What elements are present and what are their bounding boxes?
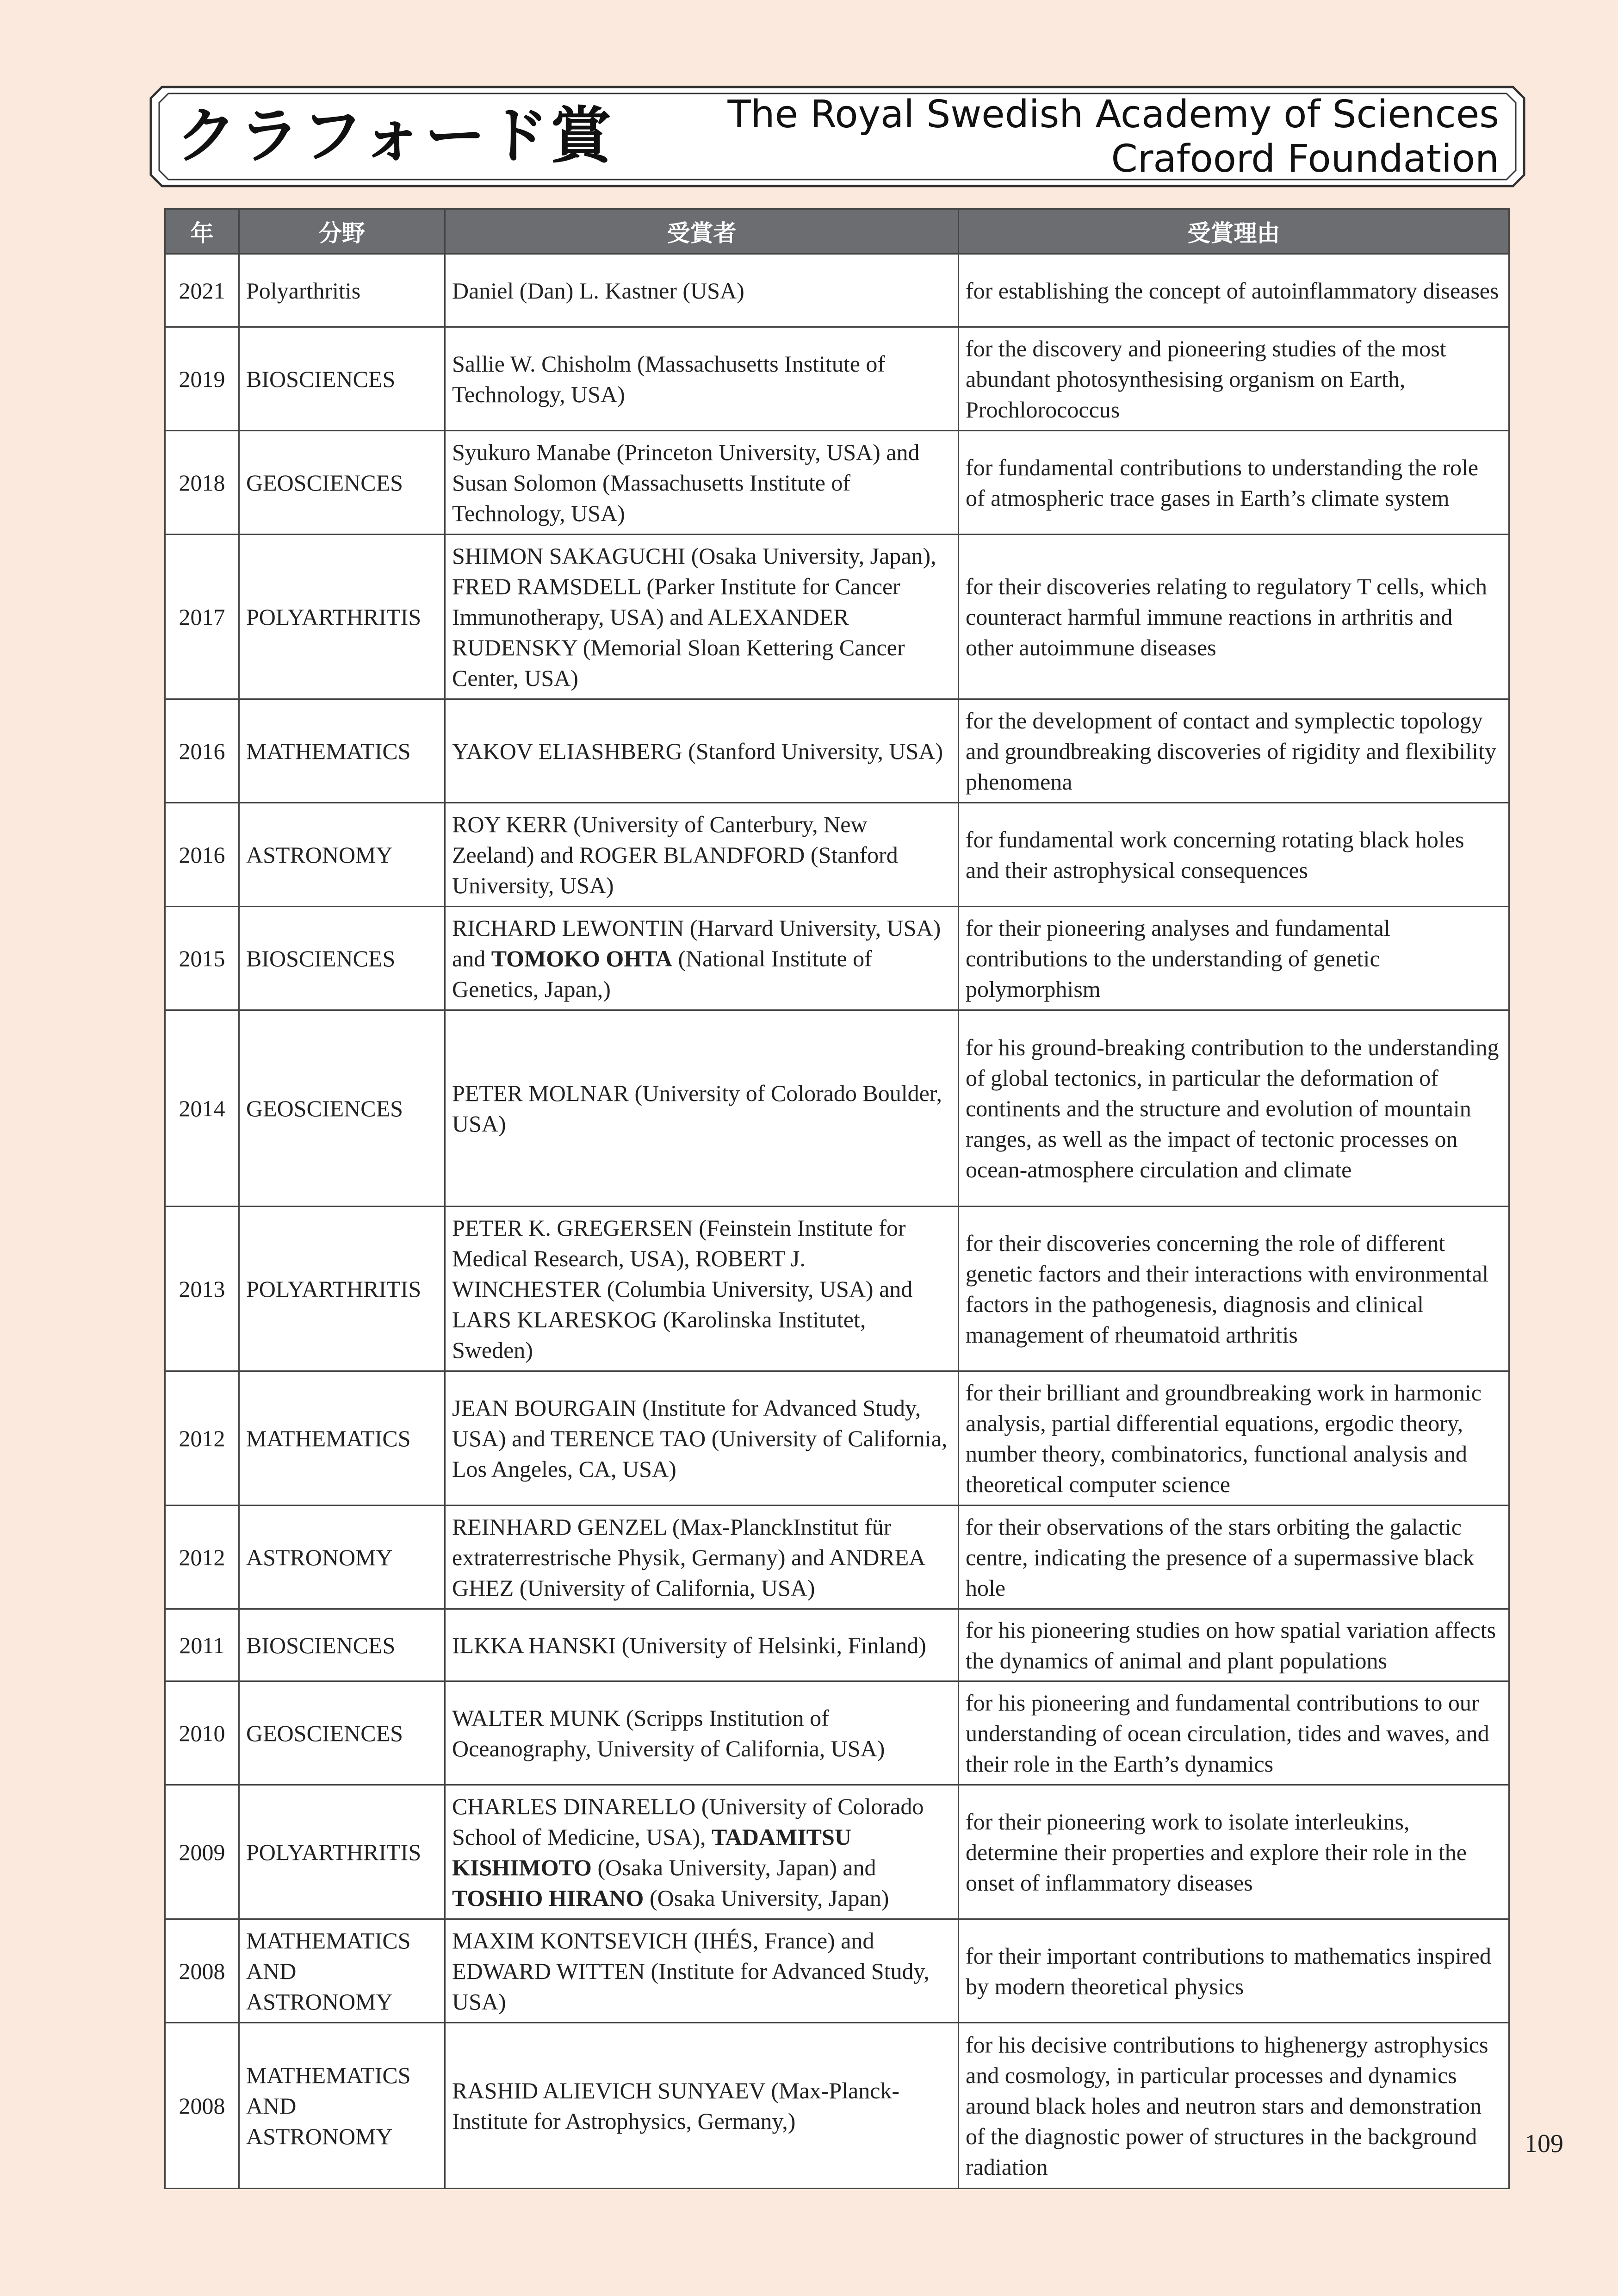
cell-laureates: Sallie W. Chisholm (Massachusetts Institute of Technology, USA) (445, 327, 959, 431)
cell-year: 2018 (165, 431, 239, 535)
cell-year: 2012 (165, 1506, 239, 1609)
cell-laureates: ROY KERR (University of Canterbury, New Zeeland) and ROGER BLANDFORD (Stanford University, USA) (445, 803, 959, 907)
table-header-row (165, 209, 1509, 254)
cell-reason: for fundamental contributions to understanding the role of atmospheric trace gases in Earth’s climate system (959, 431, 1509, 535)
cell-reason: for the discovery and pioneering studies of the most abundant photosynthesising organism on Earth, Prochlorococcus (959, 327, 1509, 431)
cell-field: MATHEMATICS (239, 1371, 445, 1506)
table-row (165, 1506, 1509, 1609)
cell-laureates: MAXIM KONTSEVICH (IHÉS, France) and EDWARD WITTEN (Institute for Advanced Study, USA) (445, 1919, 959, 2023)
cell-reason: for his pioneering studies on how spatial variation affects the dynamics of animal and plant populations (959, 1609, 1509, 1681)
cell-reason: for his ground-breaking contribution to the understanding of global tectonics, in particular the deformation of continents and the structure and evolution of mountain ranges, as well as the impact of tectonic processes on ocean-atmosphere circulation and climate (959, 1010, 1509, 1207)
cell-year: 2016 (165, 699, 239, 803)
cell-reason: for fundamental work concerning rotating black holes and their astrophysical consequences (959, 803, 1509, 907)
cell-field: POLYARTHRITIS (239, 1785, 445, 1919)
table-row (165, 1207, 1509, 1371)
cell-field: MATHEMATICS AND ASTRONOMY (239, 2023, 445, 2189)
cell-laureates: WALTER MUNK (Scripps Institution of Oceanography, University of California, USA) (445, 1681, 959, 1785)
page-title-en (728, 93, 1499, 181)
cell-reason: for their brilliant and groundbreaking work in harmonic analysis, partial differential equations, ergodic theory, number theory, combinatorics, functional analysis and theoretical computer science (959, 1371, 1509, 1506)
cell-field: ASTRONOMY (239, 803, 445, 907)
laureates-text: (Osaka University, Japan) (644, 1885, 889, 1911)
cell-field: Polyarthritis (239, 254, 445, 327)
page-title-jp: クラフォード賞 (176, 100, 614, 172)
cell-reason: for his pioneering and fundamental contributions to our understanding of ocean circulation, tides and waves, and their role in the Earth’s dynamics (959, 1681, 1509, 1785)
cell-laureates: SHIMON SAKAGUCHI (Osaka University, Japan), FRED RAMSDELL (Parker Institute for Cancer Immunotherapy, USA) and ALEXANDER RUDENSKY (Memorial Sloan Kettering Cancer Center, USA) (445, 535, 959, 699)
cell-reason: for their observations of the stars orbiting the galactic centre, indicating the presence of a supermassive black hole (959, 1506, 1509, 1609)
title-en-line1: The Royal Swedish Academy of Sciences (727, 93, 1499, 137)
table-row (165, 907, 1509, 1010)
col-header-laureates: 受賞者 (445, 209, 959, 254)
col-header-year: 年 (165, 209, 239, 254)
laureates-text: CHARLES DINARELLO (University of Colorado School of Medicine, USA), (452, 1793, 924, 1850)
table-row (165, 699, 1509, 803)
laureate-highlight: TADAMITSU KISHIMOTO (452, 1823, 851, 1880)
laureates-text: (National Institute of Genetics, Japan,) (452, 945, 872, 1002)
cell-reason: for their pioneering work to isolate interleukins, determine their properties and explore their role in the onset of inflammatory diseases (959, 1785, 1509, 1919)
table-row (165, 1010, 1509, 1207)
cell-laureates: RASHID ALIEVICH SUNYAEV (Max-Planck-Institute for Astrophysics, Germany,) (445, 2023, 959, 2189)
cell-year: 2009 (165, 1785, 239, 1919)
cell-reason: for his decisive contributions to highenergy astrophysics and cosmology, in particular processes and dynamics around black holes and neutron stars and demonstration of the diagnostic power of structures in the background radiation (959, 2023, 1509, 2189)
page-number: 109 (1525, 2129, 1563, 2158)
table-row (165, 327, 1509, 431)
table-row (165, 803, 1509, 907)
cell-field: MATHEMATICS (239, 699, 445, 803)
table-row (165, 1681, 1509, 1785)
cell-laureates: JEAN BOURGAIN (Institute for Advanced Study, USA) and TERENCE TAO (University of California, Los Angeles, CA, USA) (445, 1371, 959, 1506)
cell-reason: for their discoveries relating to regulatory T cells, which counteract harmful immune reactions in arthritis and other autoimmune diseases (959, 535, 1509, 699)
laureates-text: RICHARD LEWONTIN (Harvard University, USA) and (452, 915, 941, 971)
cell-laureates: ILKKA HANSKI (University of Helsinki, Finland) (445, 1609, 959, 1681)
cell-year: 2021 (165, 254, 239, 327)
cell-field: POLYARTHRITIS (239, 535, 445, 699)
table-row (165, 1785, 1509, 1919)
cell-year: 2014 (165, 1010, 239, 1207)
cell-year: 2016 (165, 803, 239, 907)
awards-table (164, 208, 1510, 2189)
cell-year: 2015 (165, 907, 239, 1010)
cell-field: GEOSCIENCES (239, 431, 445, 535)
cell-laureates: PETER K. GREGERSEN (Feinstein Institute for Medical Research, USA), ROBERT J. WINCHESTER (Columbia University, USA) and LARS KLARESKOG (Karolinska Institutet, Sweden) (445, 1207, 959, 1371)
cell-field: ASTRONOMY (239, 1506, 445, 1609)
title-en-line2: Crafoord Foundation (1111, 137, 1499, 181)
cell-year: 2008 (165, 2023, 239, 2189)
col-header-field: 分野 (239, 209, 445, 254)
cell-year: 2017 (165, 535, 239, 699)
table-row (165, 1919, 1509, 2023)
table-row (165, 1609, 1509, 1681)
col-header-reason: 受賞理由 (959, 209, 1509, 254)
cell-laureates (445, 907, 959, 1010)
cell-field: MATHEMATICS AND ASTRONOMY (239, 1919, 445, 2023)
table-row (165, 254, 1509, 327)
cell-laureates: Syukuro Manabe (Princeton University, USA) and Susan Solomon (Massachusetts Institute of Technology, USA) (445, 431, 959, 535)
table-row (165, 431, 1509, 535)
title-banner (148, 83, 1527, 190)
laureate-highlight: TOSHIO HIRANO (452, 1885, 644, 1911)
cell-field: POLYARTHRITIS (239, 1207, 445, 1371)
cell-year: 2011 (165, 1609, 239, 1681)
cell-laureates: Daniel (Dan) L. Kastner (USA) (445, 254, 959, 327)
cell-year: 2010 (165, 1681, 239, 1785)
cell-reason: for their important contributions to mathematics inspired by modern theoretical physics (959, 1919, 1509, 2023)
cell-reason: for their discoveries concerning the role of different genetic factors and their interactions with environmental factors in the pathogenesis, diagnosis and clinical management of rheumatoid arthritis (959, 1207, 1509, 1371)
laureate-highlight: TOMOKO OHTA (491, 945, 672, 971)
cell-laureates: PETER MOLNAR (University of Colorado Boulder, USA) (445, 1010, 959, 1207)
cell-reason: for their pioneering analyses and fundamental contributions to the understanding of genetic polymorphism (959, 907, 1509, 1010)
table-row (165, 2023, 1509, 2189)
cell-year: 2012 (165, 1371, 239, 1506)
cell-laureates: REINHARD GENZEL (Max-PlanckInstitut für extraterrestrische Physik, Germany) and ANDREA GHEZ (University of California, USA) (445, 1506, 959, 1609)
cell-laureates: YAKOV ELIASHBERG (Stanford University, USA) (445, 699, 959, 803)
cell-laureates (445, 1785, 959, 1919)
laureates-text: (Osaka University, Japan) and (591, 1854, 876, 1880)
table-row (165, 535, 1509, 699)
cell-field: BIOSCIENCES (239, 327, 445, 431)
cell-reason: for establishing the concept of autoinflammatory diseases (959, 254, 1509, 327)
table-row (165, 1371, 1509, 1506)
cell-year: 2013 (165, 1207, 239, 1371)
cell-year: 2008 (165, 1919, 239, 2023)
cell-year: 2019 (165, 327, 239, 431)
cell-field: GEOSCIENCES (239, 1010, 445, 1207)
cell-field: GEOSCIENCES (239, 1681, 445, 1785)
cell-field: BIOSCIENCES (239, 1609, 445, 1681)
cell-field: BIOSCIENCES (239, 907, 445, 1010)
cell-reason: for the development of contact and symplectic topology and groundbreaking discoveries of rigidity and flexibility phenomena (959, 699, 1509, 803)
